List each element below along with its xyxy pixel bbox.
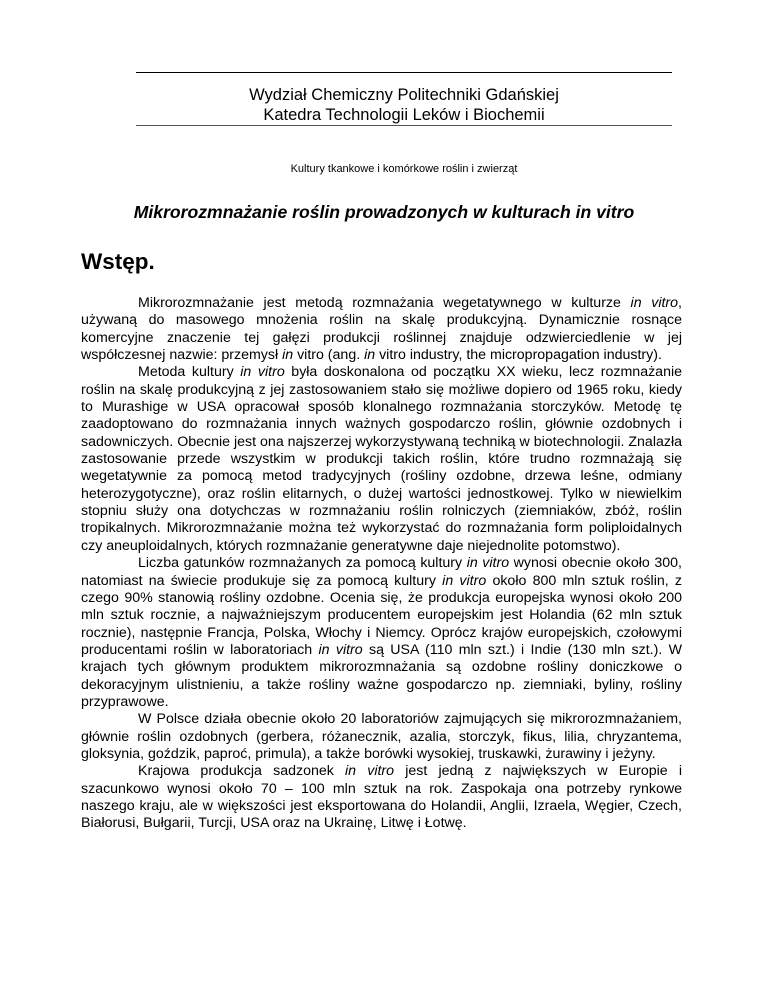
italic-run: in xyxy=(282,347,294,364)
course-name: Kultury tkankowe i komórkowe roślin i zwierząt xyxy=(290,163,518,175)
paragraph xyxy=(81,295,682,364)
section-heading: Wstęp. xyxy=(81,249,155,274)
faculty-name: Wydział Chemiczny Politechniki Gdańskiej xyxy=(249,86,559,104)
document-title: Mikrorozmnażanie roślin prowadzonych w kulturach in vitro xyxy=(133,202,635,222)
paragraph xyxy=(81,763,682,832)
text-run: była doskonalona od początku XX wieku, lecz rozmnażanie roślin na skalę produkcyjną z jej zastosowaniem stało się możliwe dopiero od 1965 roku, kiedy to Murashige w USA opracował sposób klonalnego rozmnażania storczyków. Metodę tę zaadoptowano do rozmnażania innych ważnych gospodarczo roślin, głównie ozdobnych i sadowniczych. Obecnie jest ona najszerzej wykorzystywaną techniką w biotechnologii. Znalazła zastosowanie przede wszystkim w produkcji takich roślin, które trudno rozmnażają się wegetatywnie za pomocą metod tradycyjnych (rośliny ozdobne, drzewa leśne, odmiany heterozygotyczne), oraz roślin elitarnych, o dużej wartości jednostkowej. Tylko w niewielkim stopniu służy ona dotychczas w rozmnażaniu roślin rolniczych (ziemniaków, zbóż, roślin tropikalnych. Mikrorozmnażanie można też wykorzystać do rozmnażania form poliploidalnych czy aneuploidalnych, których rozmnażanie generatywne daje niejednolite potomstwo). xyxy=(81,364,683,554)
text-run: około 800 mln sztuk roślin, z czego 90% stanowią rośliny ozdobne. Ocenia się, że produkcja europejska wynosi około 200 mln sztuk rocznie, a najważniejszym producentem europejskim jest Holandia (62 mln sztuk rocznie), następnie Francja, Polska, Włochy i Niemcy. Oprócz krajów europejskich, czołowymi producentami roślin w laboratoriach xyxy=(81,572,682,658)
header-bottom-rule xyxy=(136,125,672,126)
italic-run: in vitro xyxy=(466,555,510,572)
text-run: Liczba gatunków rozmnażanych za pomocą kultury xyxy=(138,555,467,572)
paragraph xyxy=(81,555,682,711)
italic-run: in xyxy=(364,347,376,364)
department-name: Katedra Technologii Leków i Biochemii xyxy=(263,106,545,124)
text-run: są USA (110 mln szt.) i Indie (130 mln szt.). W krajach tych głównym produktem mikrorozmnażania są ozdobne rośliny doniczkowe o dekoracyjnym ulistnieniu, a także rośliny ważne gospodarczo np. ziemniaki, byliny, rośliny przyprawowe. xyxy=(81,641,682,710)
italic-run: in vitro xyxy=(240,364,285,381)
text-run: W Polsce działa obecnie około 20 laboratoriów zajmujących się mikrorozmnażaniem, głównie roślin ozdobnych (gerbera, różanecznik, azalia, storczyk, fikus, lilia, chryzantema, gloksynia, goździk, paproć, primula), a także borówki wysokiej, truskawki, żurawiny i jeżyny. xyxy=(81,711,682,762)
text-run: vitro industry, the micropropagation industry). xyxy=(375,347,662,364)
paragraph xyxy=(81,364,682,555)
text-run: vitro (ang. xyxy=(293,347,365,364)
italic-run: in vitro xyxy=(318,641,363,658)
text-run: , używaną do masowego mnożenia roślin na skalę produkcyjną. Dynamicznie rosnące komercyjne znaczenie tej gałęzi produkcji roślinnej znajduje odzwierciedlenie w jej współczesnej nazwie: przemysł xyxy=(81,295,682,364)
text-run: Mikrorozmnażanie jest metodą rozmnażania wegetatywnego w kulturze xyxy=(138,295,631,311)
paragraph xyxy=(81,711,682,763)
body-text xyxy=(81,295,682,833)
text-run: Metoda kultury xyxy=(138,364,241,381)
italic-run: in vitro xyxy=(345,763,395,780)
text-run: wynosi obecnie około 300, natomiast na świecie produkuje się za pomocą kultury xyxy=(81,555,682,589)
italic-run: in vitro xyxy=(442,572,487,589)
text-run: Krajowa produkcja sadzonek xyxy=(138,763,346,780)
text-run: jest jedną z największych w Europie i szacunkowo wynosi około 70 – 100 mln sztuk na rok. Zaspokaja ona potrzeby rynkowe naszego kraju, ale w większości jest eksportowana do Holandii, Anglii, Izraela, Węgier, Czech, Białorusi, Bułgarii, Turcji, USA oraz na Ukrainę, Litwę i Łotwę. xyxy=(81,763,682,832)
italic-run: in vitro xyxy=(630,295,679,311)
header-top-rule xyxy=(136,72,672,73)
